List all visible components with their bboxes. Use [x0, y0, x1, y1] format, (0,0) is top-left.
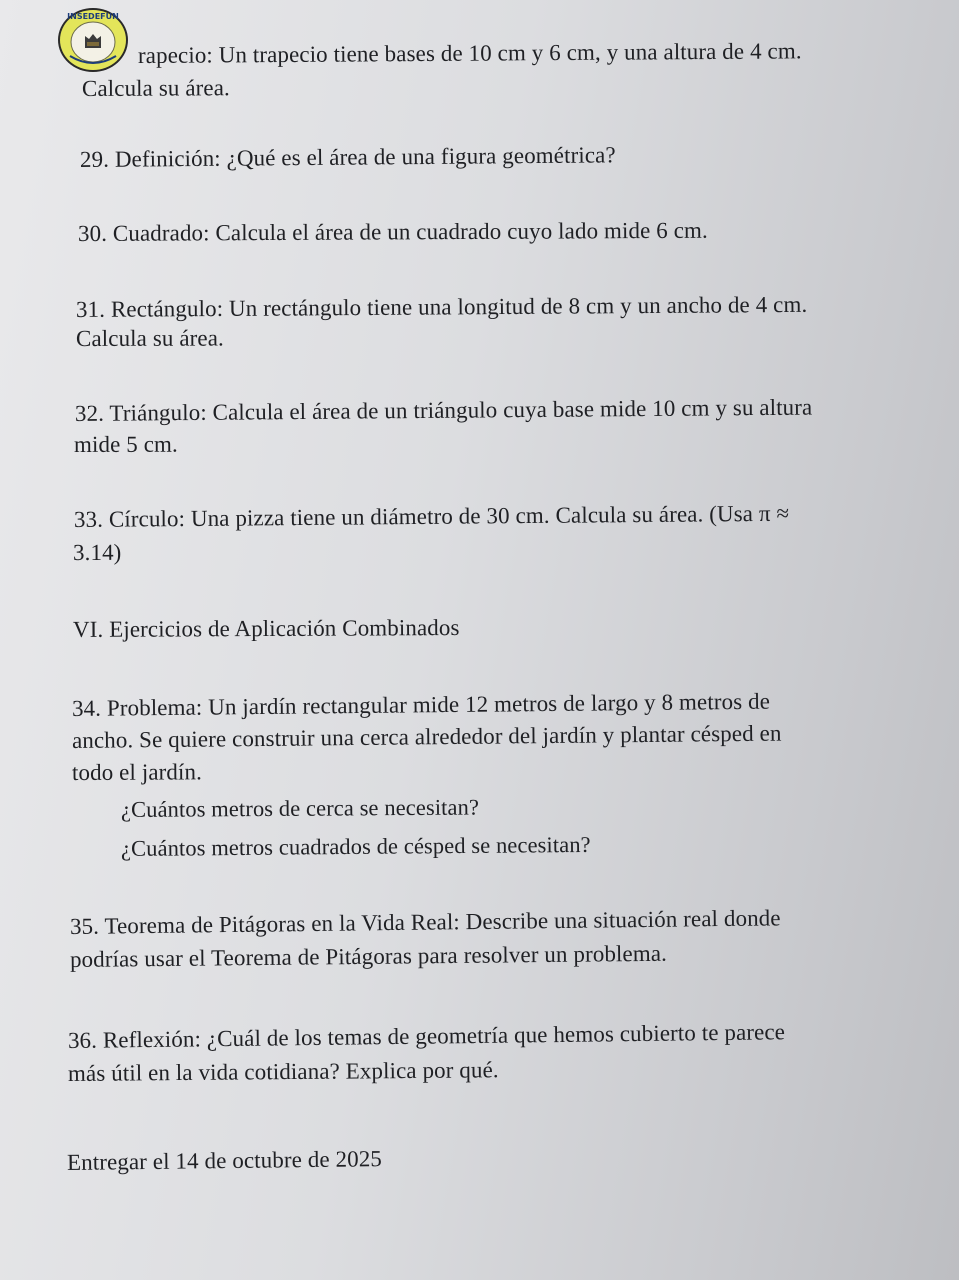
- q28-line-2: Calcula su área.: [81, 75, 230, 101]
- q31-line-2: Calcula su área.: [75, 325, 224, 351]
- q34-sub-question-1: ¿Cuántos metros de cerca se necesitan?: [120, 794, 480, 822]
- due-date-text: Entregar el 14 de octubre de 2025: [66, 1146, 383, 1175]
- q34-line-3: todo el jardín.: [71, 759, 202, 785]
- q32-line-1: 32. Triángulo: Calcula el área de un triángulo cuya base mide 10 cm y su altura: [74, 394, 813, 426]
- q30-text: 30. Cuadrado: Calcula el área de un cuadrado cuyo lado mide 6 cm.: [77, 217, 708, 246]
- q28-line-1: rapecio: Un trapecio tiene bases de 10 cm y 6 cm, y una altura de 4 cm.: [137, 38, 802, 68]
- q33-line-1: 33. Círculo: Una pizza tiene un diámetro de 30 cm. Calcula su área. (Usa π ≈: [73, 500, 790, 532]
- q36-line-2: más útil en la vida cotidiana? Explica por qué.: [67, 1057, 499, 1086]
- q35-line-2: podrías usar el Teorema de Pitágoras para resolver un problema.: [69, 940, 668, 972]
- school-seal-logo-icon: [56, 6, 130, 74]
- q35-line-1: 35. Teorema de Pitágoras en la Vida Real: Describe una situación real donde: [69, 905, 781, 939]
- q34-sub-question-2: ¿Cuántos metros cuadrados de césped se necesitan?: [120, 831, 591, 861]
- section-vi-heading: VI. Ejercicios de Aplicación Combinados: [72, 614, 460, 642]
- logo-arc-text: INSEDEFUN: [67, 12, 119, 21]
- q31-line-1: 31. Rectángulo: Un rectángulo tiene una longitud de 8 cm y un ancho de 4 cm.: [75, 291, 808, 322]
- q32-line-2: mide 5 cm.: [73, 431, 178, 457]
- q29-text: 29. Definición: ¿Qué es el área de una figura geométrica?: [79, 142, 616, 172]
- q34-line-1: 34. Problema: Un jardín rectangular mide 12 metros de largo y 8 metros de: [71, 688, 771, 721]
- q34-line-2: ancho. Se quiere construir una cerca alrededor del jardín y plantar césped en: [71, 720, 782, 753]
- q36-line-1: 36. Reflexión: ¿Cuál de los temas de geometría que hemos cubierto te parece: [67, 1019, 786, 1053]
- q33-line-2: 3.14): [72, 539, 122, 565]
